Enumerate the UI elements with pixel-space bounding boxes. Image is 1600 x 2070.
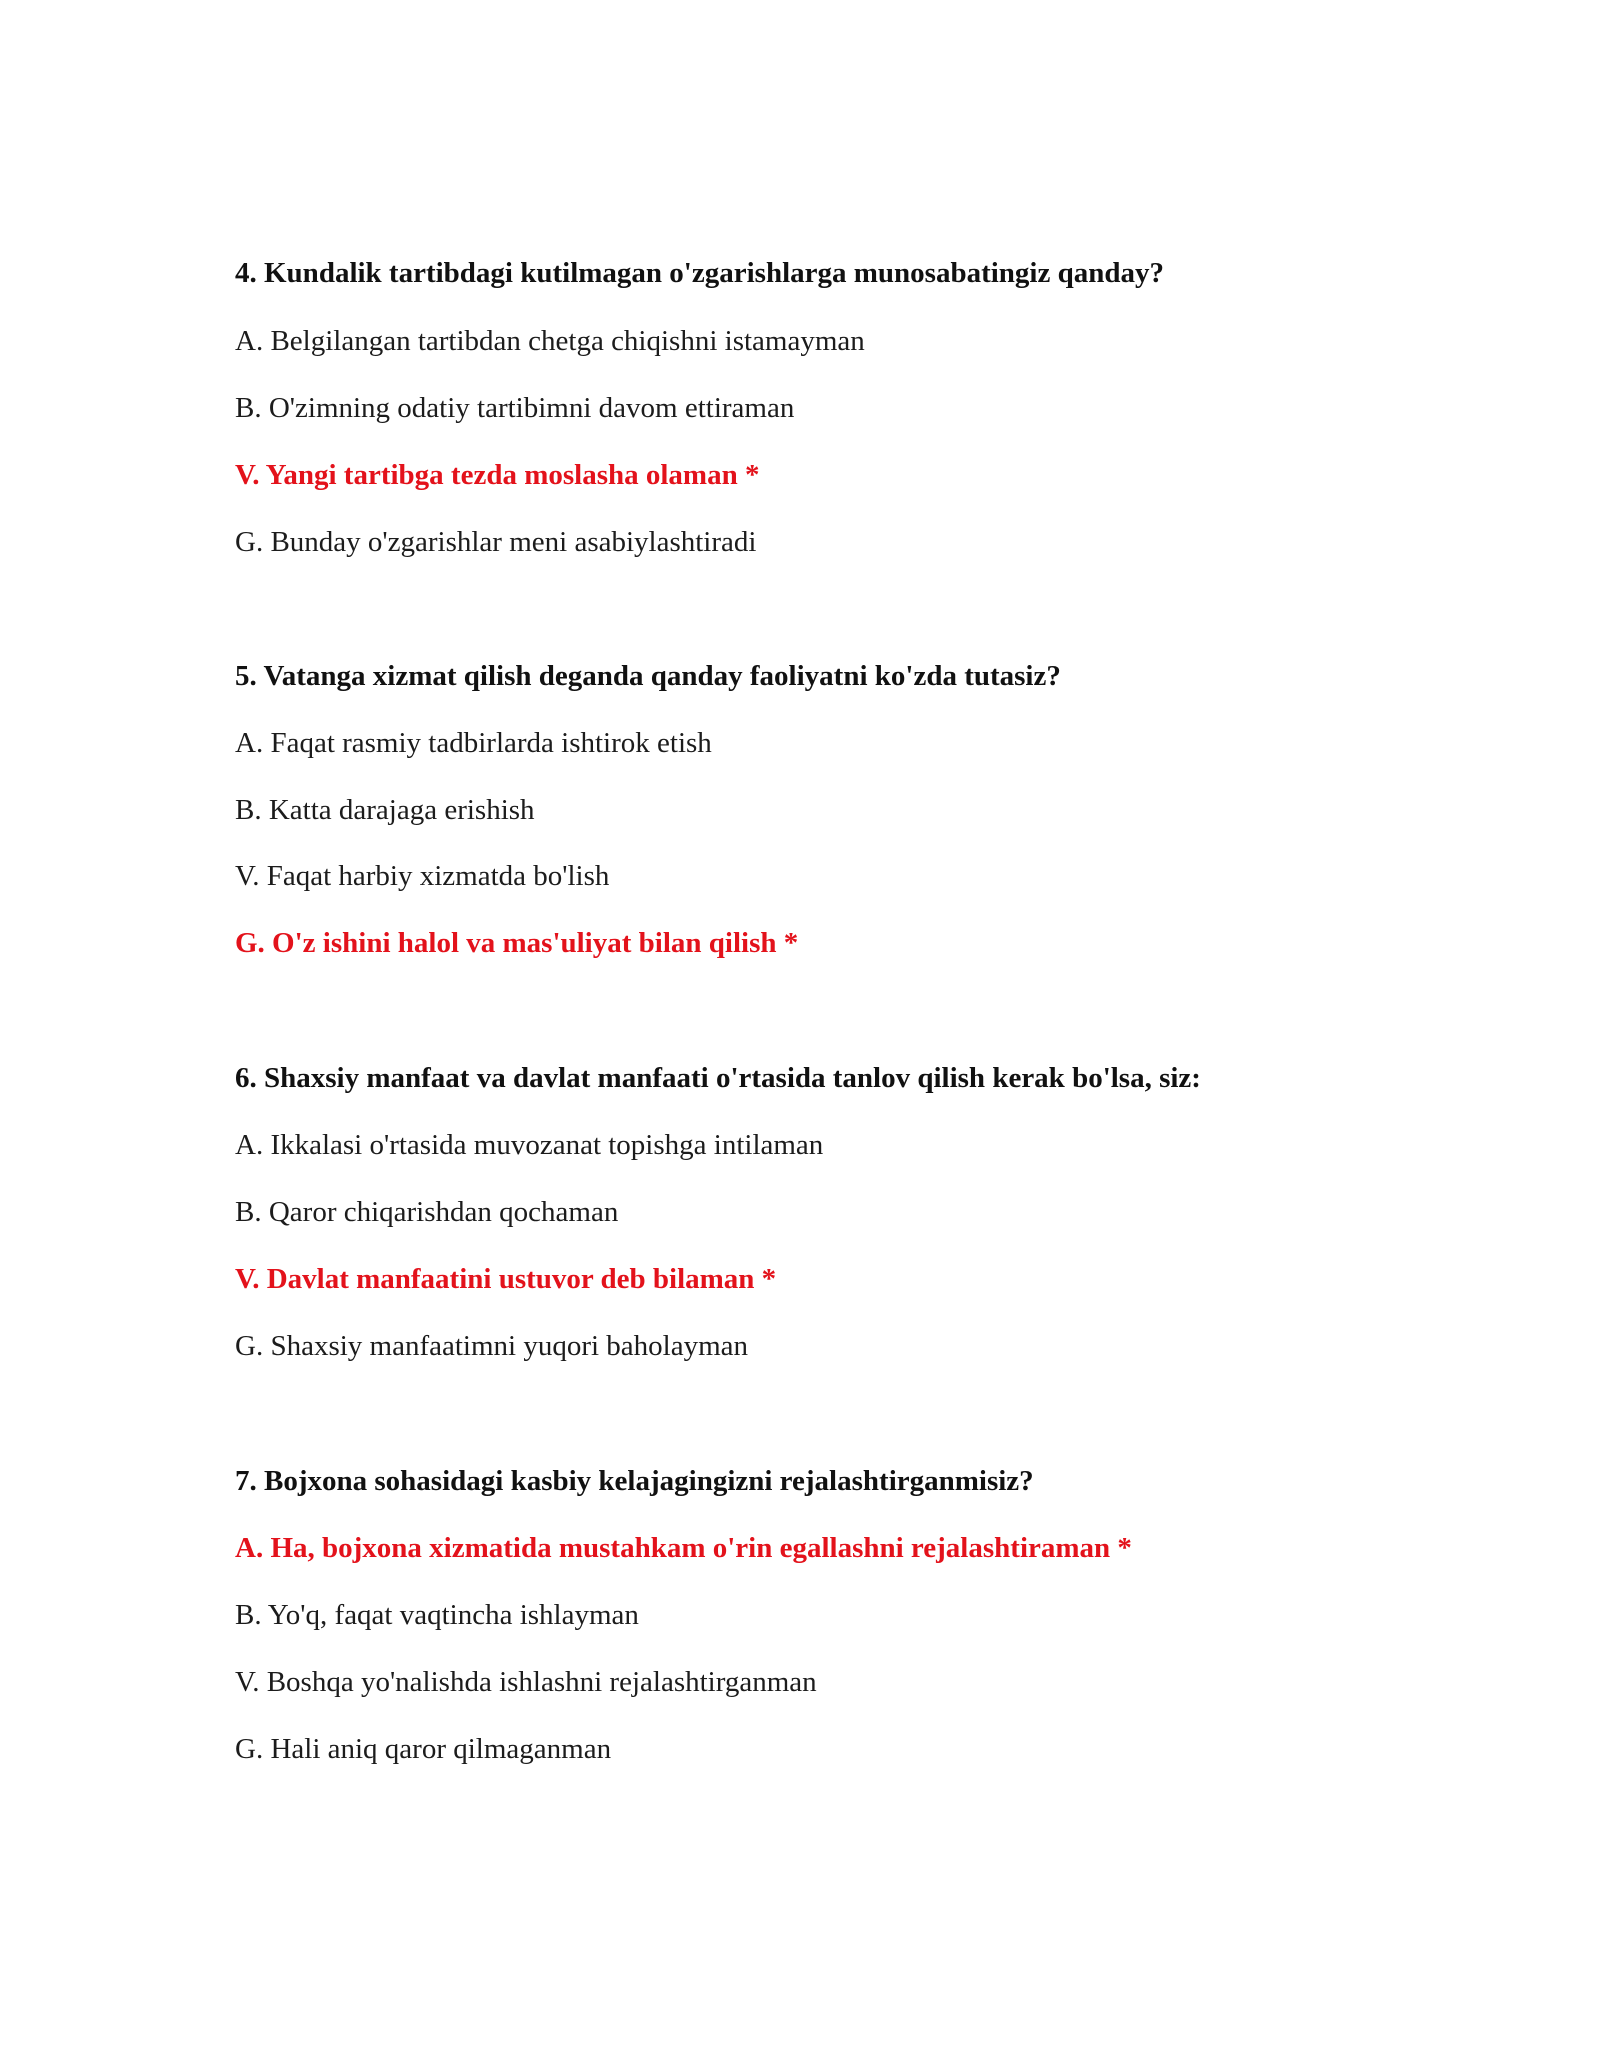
question-title: 6. Shaxsiy manfaat va davlat manfaati o'rtasida tanlov qilish kerak bo'lsa, siz: [235,1062,1201,1094]
answer-option: B. Katta darajaga erishish [235,794,535,826]
answer-option: G. Bunday o'zgarishlar meni asabiylashtiradi [235,526,757,558]
answer-option: B. Qaror chiqarishdan qochaman [235,1196,619,1228]
question-title: 5. Vatanga xizmat qilish deganda qanday faoliyatni ko'zda tutasiz? [235,660,1061,692]
question-title: 4. Kundalik tartibdagi kutilmagan o'zgarishlarga munosabatingiz qanday? [235,257,1164,289]
answer-option: B. Yo'q, faqat vaqtincha ishlayman [235,1599,639,1631]
correct-answer-option: G. O'z ishini halol va mas'uliyat bilan qilish * [235,927,799,959]
answer-option: G. Shaxsiy manfaatimni yuqori baholayman [235,1330,749,1362]
answer-option: A. Ikkalasi o'rtasida muvozanat topishga intilaman [235,1129,824,1161]
answer-option: A. Belgilangan tartibdan chetga chiqishni istamayman [235,325,865,357]
correct-answer-option: V. Yangi tartibga tezda moslasha olaman * [235,459,760,491]
answer-option: G. Hali aniq qaror qilmaganman [235,1733,612,1765]
answer-option: V. Faqat harbiy xizmatda bo'lish [235,860,610,892]
answer-option: V. Boshqa yo'nalishda ishlashni rejalashtirganman [235,1666,817,1698]
answer-option: A. Faqat rasmiy tadbirlarda ishtirok etish [235,727,712,759]
correct-answer-option: V. Davlat manfaatini ustuvor deb bilaman * [235,1263,777,1295]
question-title: 7. Bojxona sohasidagi kasbiy kelajagingizni rejalashtirganmisiz? [235,1465,1034,1497]
answer-option: B. O'zimning odatiy tartibimni davom ettiraman [235,392,795,424]
correct-answer-option: A. Ha, bojxona xizmatida mustahkam o'rin egallashni rejalashtiraman * [235,1532,1132,1564]
